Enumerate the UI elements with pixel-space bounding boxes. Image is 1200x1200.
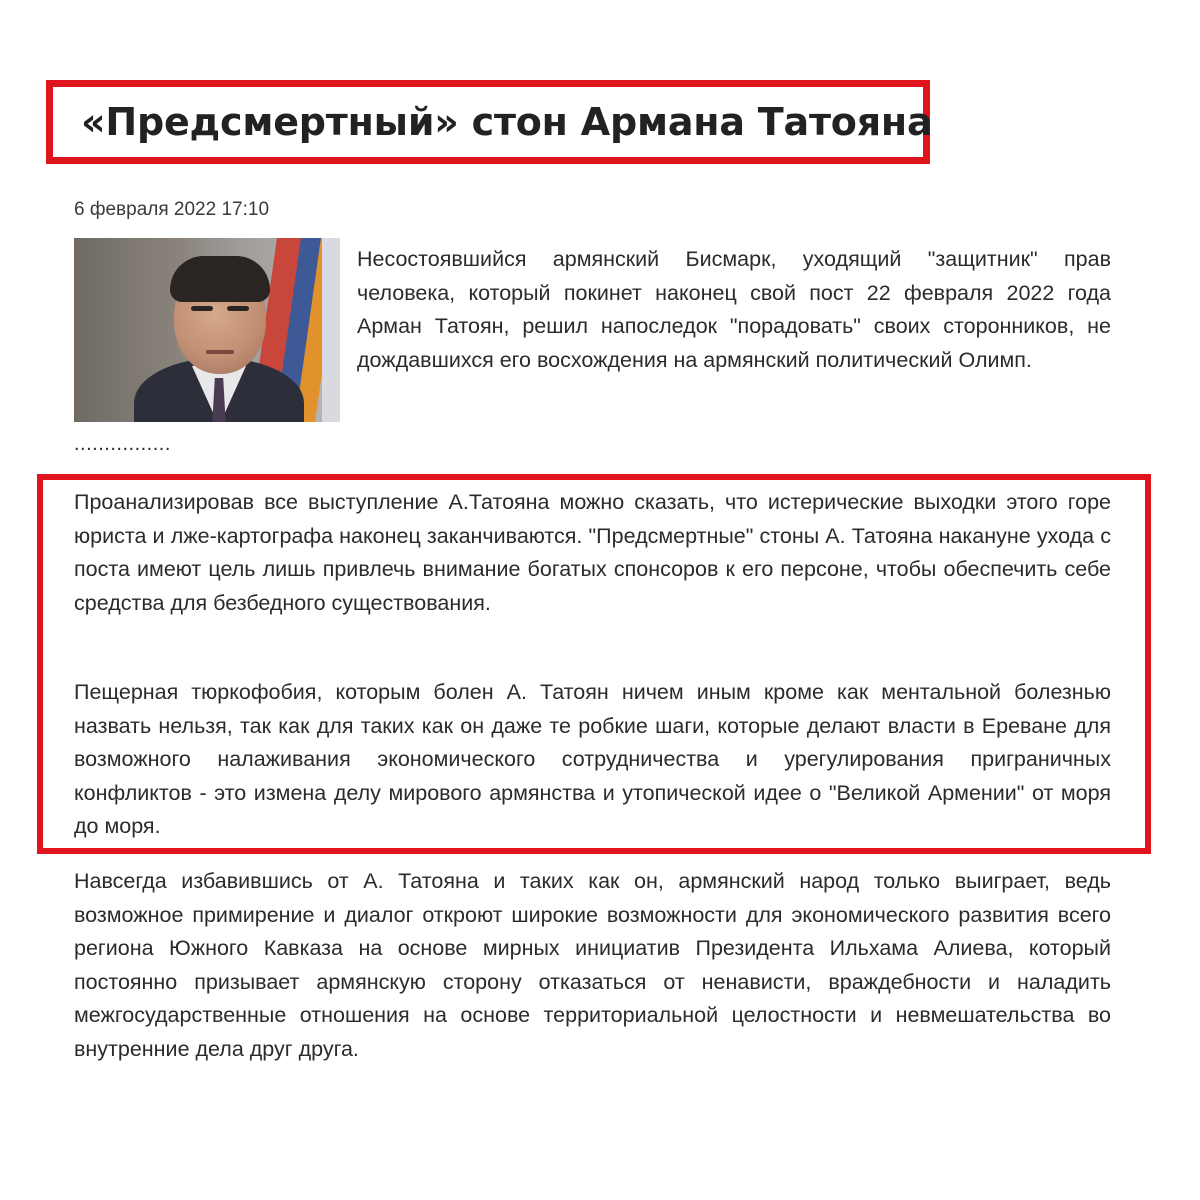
article-paragraph-2: Пещерная тюркофобия, которым болен А. Татоян ничем иным кроме как ментальной болезнью назвать нельзя, так как для таких как он даже те робкие шаги, которые делают власти в Ереване для возможного налаживания экономического сотрудничества и урегулирования приграничных конфликтов - это измена делу мирового армянства и утопической идее о "Великой Армении" от моря до моря. — [74, 680, 1111, 838]
portrait-photo — [74, 238, 340, 422]
article-paragraph-3: Навсегда избавившись от А. Татояна и таких как он, армянский народ только выиграет, ведь возможное примирение и диалог откроют широкие возможности для экономического развития всего региона Южного Кавказа на основе мирных инициатив Президента Ильхама Алиева, который постоянно призывает армянскую сторону отказаться от ненависти, враждебности и наладить межгосударственные отношения на основе территориальной целостности и невмешательства во внутренние дела друг друга. — [74, 869, 1111, 1061]
article-date: 6 февраля 2022 17:10 — [74, 199, 270, 220]
title-highlight-frame — [46, 80, 933, 164]
article-title: «Предсмертный» стон Армана Татояна — [81, 100, 933, 144]
article-paragraph-1: Проанализировав все выступление А.Татояна можно сказать, что истерические выходки этого горе юриста и лже-картографа наконец заканчиваются. "Предсмертные" стоны А. Татояна накануне ухода с поста имеют цель лишь привлечь внимание богатых спонсоров к его персоне, чтобы обеспечить себе средства для безбедного существования. — [74, 490, 1111, 615]
article-lead: Несостоявшийся армянский Бисмарк, уходящий "защитник" прав человека, который покинет наконец свой пост 22 февраля 2022 года Арман Татоян, решил напоследок "порадовать" своих сторонников, не дождавшихся его восхождения на армянский политический Олимп. — [357, 247, 1111, 372]
text-separator: ................ — [74, 433, 171, 455]
